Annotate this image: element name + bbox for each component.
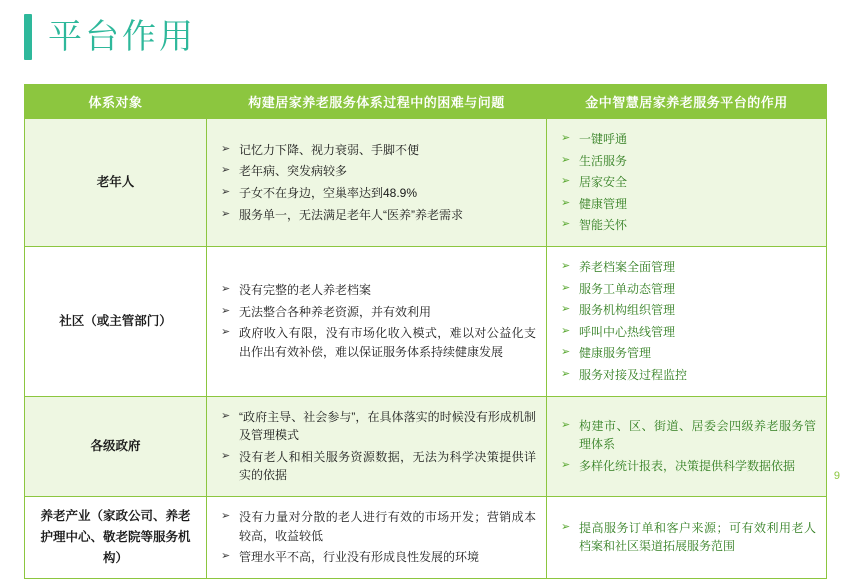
list-item: ➢ 健康服务管理 — [561, 344, 816, 363]
list-item: ➢ 服务对接及过程监控 — [561, 366, 816, 385]
problem-list — [221, 281, 536, 361]
effect-list — [561, 130, 816, 235]
list-item: ➢ 多样化统计报表，决策提供科学数据依据 — [561, 457, 816, 476]
list-item: ➢ 服务工单动态管理 — [561, 280, 816, 299]
problem-list — [221, 508, 536, 567]
list-item: ➢ 没有老人和相关服务资源数据，无法为科学决策提供详实的依据 — [221, 448, 536, 485]
table-row — [25, 246, 827, 396]
list-item: ➢ 养老档案全面管理 — [561, 258, 816, 277]
table-header-problems: 构建居家养老服务体系过程中的困难与问题 — [207, 85, 547, 119]
effect-list — [561, 519, 816, 556]
effect-list — [561, 417, 816, 476]
table-header-effects: 金中智慧居家养老服务平台的作用 — [547, 85, 827, 119]
row-problems-cell — [207, 246, 547, 396]
list-item: ➢ 居家安全 — [561, 173, 816, 192]
problem-list — [221, 408, 536, 485]
list-item: ➢ 服务机构组织管理 — [561, 301, 816, 320]
row-effects-cell — [547, 119, 827, 247]
list-item: ➢ 生活服务 — [561, 152, 816, 171]
row-object-label: 养老产业（家政公司、养老护理中心、敬老院等服务机构） — [25, 496, 207, 578]
row-effects-cell — [547, 496, 827, 578]
table-head — [25, 85, 827, 119]
list-item: ➢ 子女不在身边，空巢率达到48.9% — [221, 184, 536, 203]
effect-list — [561, 258, 816, 385]
table-body — [25, 119, 827, 579]
page-title-group — [24, 14, 196, 60]
page-number: 9 — [833, 470, 840, 482]
list-item: ➢ 没有完整的老人养老档案 — [221, 281, 536, 300]
row-object-label: 老年人 — [25, 119, 207, 247]
row-effects-cell — [547, 246, 827, 396]
platform-role-table — [24, 84, 827, 579]
list-item: ➢ 没有力量对分散的老人进行有效的市场开发；营销成本较高，收益较低 — [221, 508, 536, 545]
table-row — [25, 396, 827, 496]
row-problems-cell — [207, 396, 547, 496]
list-item: ➢ 管理水平不高，行业没有形成良性发展的环境 — [221, 548, 536, 567]
table-row — [25, 119, 827, 247]
problem-list — [221, 141, 536, 224]
row-object-label: 社区（或主管部门） — [25, 246, 207, 396]
row-problems-cell — [207, 496, 547, 578]
list-item: ➢ 无法整合各种养老资源，并有效利用 — [221, 303, 536, 322]
table-header-object: 体系对象 — [25, 85, 207, 119]
row-problems-cell — [207, 119, 547, 247]
list-item: ➢ 政府收入有限，没有市场化收入模式，难以对公益化支出作出有效补偿，难以保证服务体系持续健康发展 — [221, 324, 536, 361]
list-item: ➢ 老年病、突发病较多 — [221, 162, 536, 181]
row-object-label: 各级政府 — [25, 396, 207, 496]
table-header-row — [25, 85, 827, 119]
list-item: ➢ 构建市、区、街道、居委会四级养老服务管理体系 — [561, 417, 816, 454]
list-item: ➢ 智能关怀 — [561, 216, 816, 235]
list-item: ➢ 一键呼通 — [561, 130, 816, 149]
list-item: ➢ “政府主导、社会参与”，在具体落实的时候没有形成机制及管理模式 — [221, 408, 536, 445]
list-item: ➢ 提高服务订单和客户来源；可有效利用老人档案和社区渠道拓展服务范围 — [561, 519, 816, 556]
table-row — [25, 496, 827, 578]
page-title: 平台作用 — [48, 18, 196, 56]
list-item: ➢ 呼叫中心热线管理 — [561, 323, 816, 342]
list-item: ➢ 健康管理 — [561, 195, 816, 214]
list-item: ➢ 记忆力下降、视力衰弱、手脚不便 — [221, 141, 536, 160]
row-effects-cell — [547, 396, 827, 496]
title-accent-bar — [24, 14, 32, 60]
list-item: ➢ 服务单一，无法满足老年人“医养”养老需求 — [221, 206, 536, 225]
